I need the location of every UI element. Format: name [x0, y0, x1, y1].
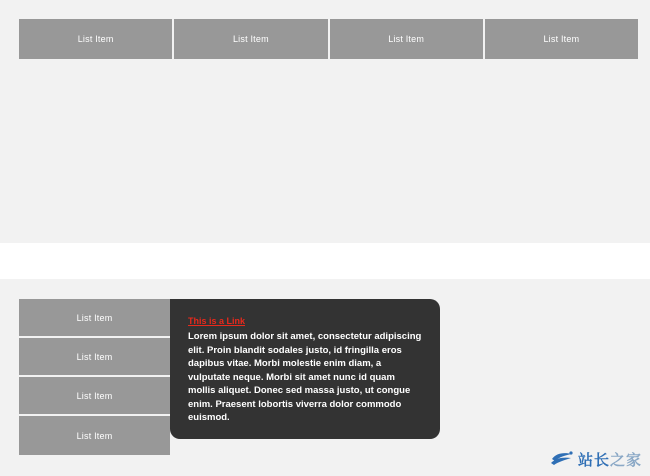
top-tab-2-label: List Item — [232, 34, 269, 44]
content-link[interactable]: This is a Link — [188, 316, 246, 326]
top-tab-2[interactable] — [174, 19, 329, 59]
top-tab-3[interactable] — [330, 19, 485, 59]
watermark — [550, 448, 642, 470]
top-navigation-bar — [19, 19, 638, 59]
side-nav-item-4-label: List Item — [76, 430, 113, 441]
top-tab-4-label: List Item — [543, 34, 580, 44]
side-nav-item-3-label: List Item — [76, 390, 113, 401]
panel-separator — [0, 243, 650, 279]
top-tab-1-label: List Item — [77, 34, 114, 44]
side-nav-item-4[interactable] — [19, 416, 170, 455]
content-paragraph: Lorem ipsum dolor sit amet, consectetur adipiscing elit. Proin blandit sodales justo, id fringilla eros dapibus vitae. Morbi molestie enim diam, a vulputate neque. Morbi sit amet nunc id quam mollis aliquet. Donec sed massa justo, ut congue enim. Praesent lobortis viverra dolor commodo euismod. — [188, 331, 422, 423]
side-navigation-list — [19, 299, 170, 455]
watermark-text-dim: 之家 — [609, 450, 642, 469]
side-nav-item-1-label: List Item — [76, 312, 113, 323]
watermark-text — [578, 449, 642, 470]
top-tab-3-label: List Item — [388, 34, 425, 44]
side-nav-item-2-label: List Item — [76, 351, 113, 362]
content-panel — [170, 299, 440, 439]
side-nav-item-2[interactable] — [19, 338, 170, 377]
side-nav-item-3[interactable] — [19, 377, 170, 416]
top-tab-1[interactable] — [19, 19, 174, 59]
top-tab-4[interactable] — [485, 19, 638, 59]
watermark-logo-icon — [550, 449, 576, 469]
watermark-text-main: 站长 — [577, 450, 610, 469]
bottom-panel — [0, 279, 650, 476]
side-nav-item-1[interactable] — [19, 299, 170, 338]
